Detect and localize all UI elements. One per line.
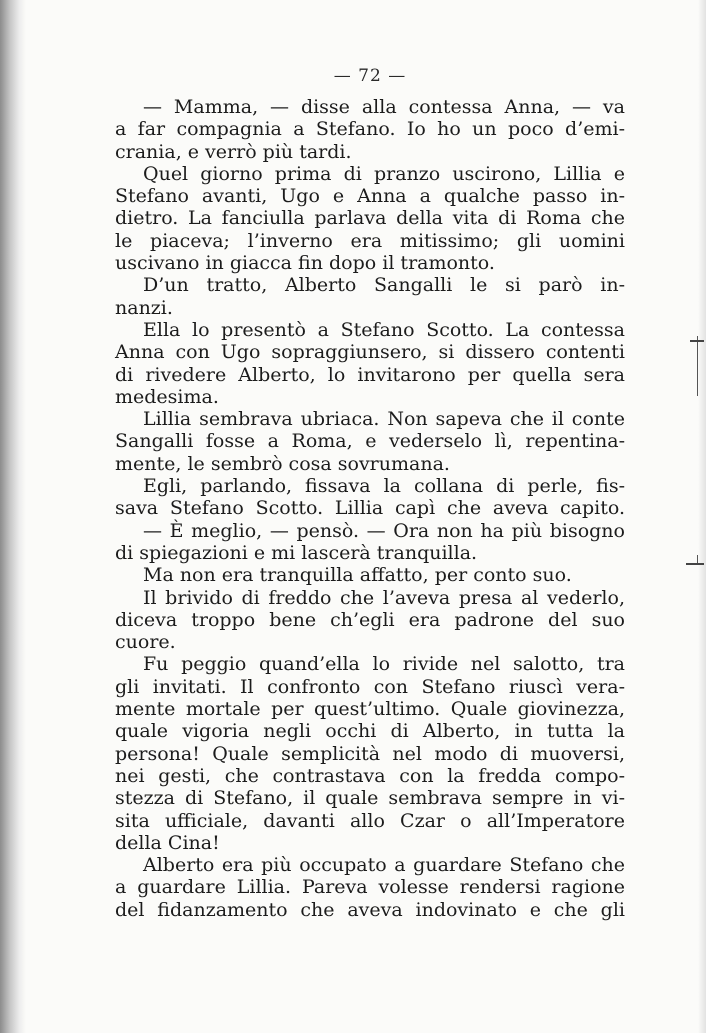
page-edge (698, 0, 706, 1033)
text-line: crania, e verrò più tardi. (115, 140, 352, 163)
text-line: di rivedere Alberto, lo invitarono per quella sera (115, 363, 625, 386)
margin-pencil-mark (697, 336, 698, 396)
text-line: nei gesti, che contrastava con la fredda compo- (115, 764, 625, 787)
text-line: stezza di Stefano, il quale sembrava sempre in vi- (115, 787, 625, 810)
text-line: cuore. (115, 631, 176, 654)
text-line: della Cina! (115, 831, 220, 854)
text-line: Egli, parlando, fissava la collana di perle, fis- (143, 475, 625, 498)
text-line: Ella lo presentò a Stefano Scotto. La contessa (143, 318, 625, 341)
margin-pencil-tick (690, 340, 704, 342)
text-line: Quel giorno prima di pranzo uscirono, Lillia e (143, 162, 625, 185)
text-line: sava Stefano Scotto. Lillia capì che aveva capito. (115, 497, 625, 520)
text-line: mente, le sembrò cosa sovrumana. (115, 452, 450, 475)
margin-pencil-tick (686, 563, 704, 565)
body-text (115, 96, 625, 921)
text-line: diceva troppo bene ch’egli era padrone del suo (115, 608, 625, 631)
text-line: — È meglio, — pensò. — Ora non ha più bisogno (143, 519, 625, 542)
text-line: Sangalli fosse a Roma, e vederselo lì, repentina- (115, 430, 625, 453)
text-line: Il brivido di freddo che l’aveva presa al vederlo, (143, 586, 625, 609)
text-line: Alberto era più occupato a guardare Stefano che (143, 854, 625, 877)
text-line: del fidanzamento che aveva indovinato e che gli (115, 898, 625, 921)
binding-gutter-shadow (0, 0, 26, 1033)
text-line: dietro. La fanciulla parlava della vita di Roma che (115, 207, 625, 230)
text-line: Lillia sembrava ubriaca. Non sapeva che il conte (143, 408, 625, 431)
text-line: Fu peggio quand’ella lo rivide nel salotto, tra (143, 653, 625, 676)
text-line: di spiegazioni e mi lascerà tranquilla. (115, 541, 478, 564)
text-line: Ma non era tranquilla affatto, per conto suo. (143, 564, 572, 587)
text-line: a far compagnia a Stefano. Io ho un poco d’emi- (115, 118, 625, 141)
text-line: a guardare Lillia. Pareva volesse rendersi ragione (115, 876, 625, 899)
text-line: gli invitati. Il confronto con Stefano riuscì vera- (115, 675, 625, 698)
text-line: persona! Quale semplicità nel modo di muoversi, (115, 742, 625, 765)
text-line: D’un tratto, Alberto Sangalli le si parò in- (143, 274, 625, 297)
text-line: quale vigoria negli occhi di Alberto, in tutta la (115, 720, 625, 743)
text-line: le piaceva; l’inverno era mitissimo; gli uomini (115, 229, 625, 252)
text-line: nanzi. (115, 296, 173, 319)
text-line: Anna con Ugo sopraggiunsero, si dissero contenti (115, 341, 625, 364)
text-line: mente mortale per quest’ultimo. Quale giovinezza, (115, 698, 625, 721)
text-line: sita ufficiale, davanti allo Czar o all’Imperatore (115, 809, 625, 832)
text-line: — Mamma, — disse alla contessa Anna, — va (143, 96, 625, 118)
page-number: — 72 — (333, 66, 407, 86)
text-line: Stefano avanti, Ugo e Anna a qualche passo in- (115, 185, 625, 208)
text-line: medesima. (115, 385, 219, 408)
text-line: uscivano in giacca fin dopo il tramonto. (115, 252, 495, 275)
